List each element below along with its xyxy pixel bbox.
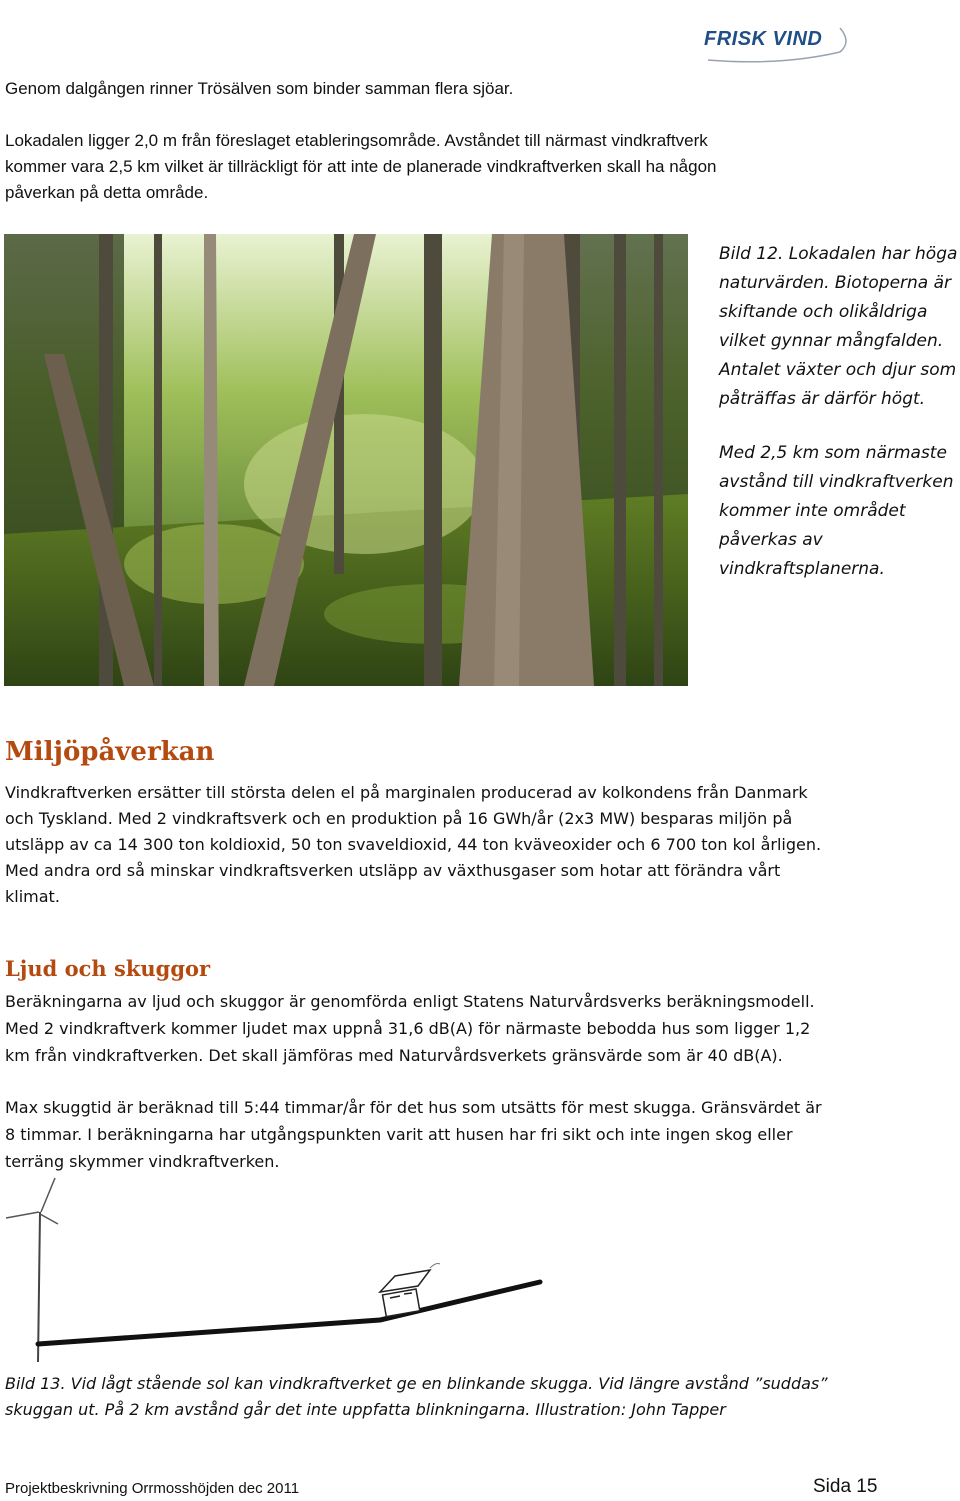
skuggor-text: Max skuggtid är beräknad till 5:44 timmar/år för det hus som utsätts för mest skugga. Gränsvärdet är 8 timmar. I beräkningarna har utgångspunkten varit att husen har fri sikt och inte ingen skog eller terräng skymmer vindkraftverken. bbox=[5, 1098, 822, 1171]
figure-12-caption-note: Med 2,5 km som närmaste avstånd till vindkraftverken kommer inte området påverkas av vindkraftsplanerna. bbox=[719, 443, 954, 579]
wind-turbine-house-sketch bbox=[0, 1172, 560, 1362]
forest-image bbox=[4, 234, 688, 686]
ljud-text: Beräkningarna av ljud och skuggor är genomförda enligt Statens Naturvårdsverks beräkningsmodell. Med 2 vindkraftverk kommer ljudet max uppnå 31,6 dB(A) för närmaste bebodda hus som ligger 1,2 km från vindkraftverken. Det skall jämföras med Naturvårdsverkets gränsvärde som är 40 dB(A). bbox=[5, 992, 815, 1065]
intro-line: Genom dalgången rinner Trösälven som binder samman flera sjöar. bbox=[5, 79, 514, 98]
intro-paragraph: Lokadalen ligger 2,0 m från föreslaget etableringsområde. Avståndet till närmast vindkraftverk kommer vara 2,5 km vilket är tillräckligt för att inte de planerade vindkraftverken skall ha någon påverkan på detta område. bbox=[5, 131, 717, 202]
figure-13-caption: Bild 13. Vid lågt stående sol kan vindkraftverket ge en blinkande skugga. Vid längre avstånd ”suddas” skuggan ut. På 2 km avstånd går det inte uppfatta blinkningarna. Illustration: John Tapper bbox=[5, 1374, 828, 1419]
frisk-vind-logo bbox=[700, 22, 860, 68]
footer-page-number: Sida 15 bbox=[813, 1476, 878, 1497]
miljopaverkan-text: Vindkraftverken ersätter till största delen el på marginalen producerad av kolkondens från Danmark och Tyskland. Med 2 vindkraftsverk och en produktion på 16 GWh/år (2x3 MW) besparas miljön på utsläpp av ca 14 300 ton koldioxid, 50 ton svaveldioxid, 44 ton kväveoxider och 6 700 ton kol årligen. Med andra ord så minskar vindkraftsverken utsläpp av växthusgaser som hotar att förändra vårt klimat. bbox=[5, 783, 822, 906]
section-heading-ljud-och-skuggor: Ljud och skuggor bbox=[5, 956, 211, 981]
footer-document-title: Projektbeskrivning Orrmosshöjden dec 2011 bbox=[5, 1480, 300, 1497]
shadow-flicker-sketch bbox=[0, 1172, 560, 1362]
logo-text: FRISK VIND bbox=[704, 28, 823, 50]
forest-photo bbox=[4, 234, 688, 686]
figure-12-caption: Bild 12. Lokadalen har höga naturvärden. Biotoperna är skiftande och olikåldriga vilket gynnar mångfalden. Antalet växter och djur som påträffas är därför högt. bbox=[719, 244, 958, 409]
section-heading-miljopaverkan: Miljöpåverkan bbox=[5, 737, 215, 767]
